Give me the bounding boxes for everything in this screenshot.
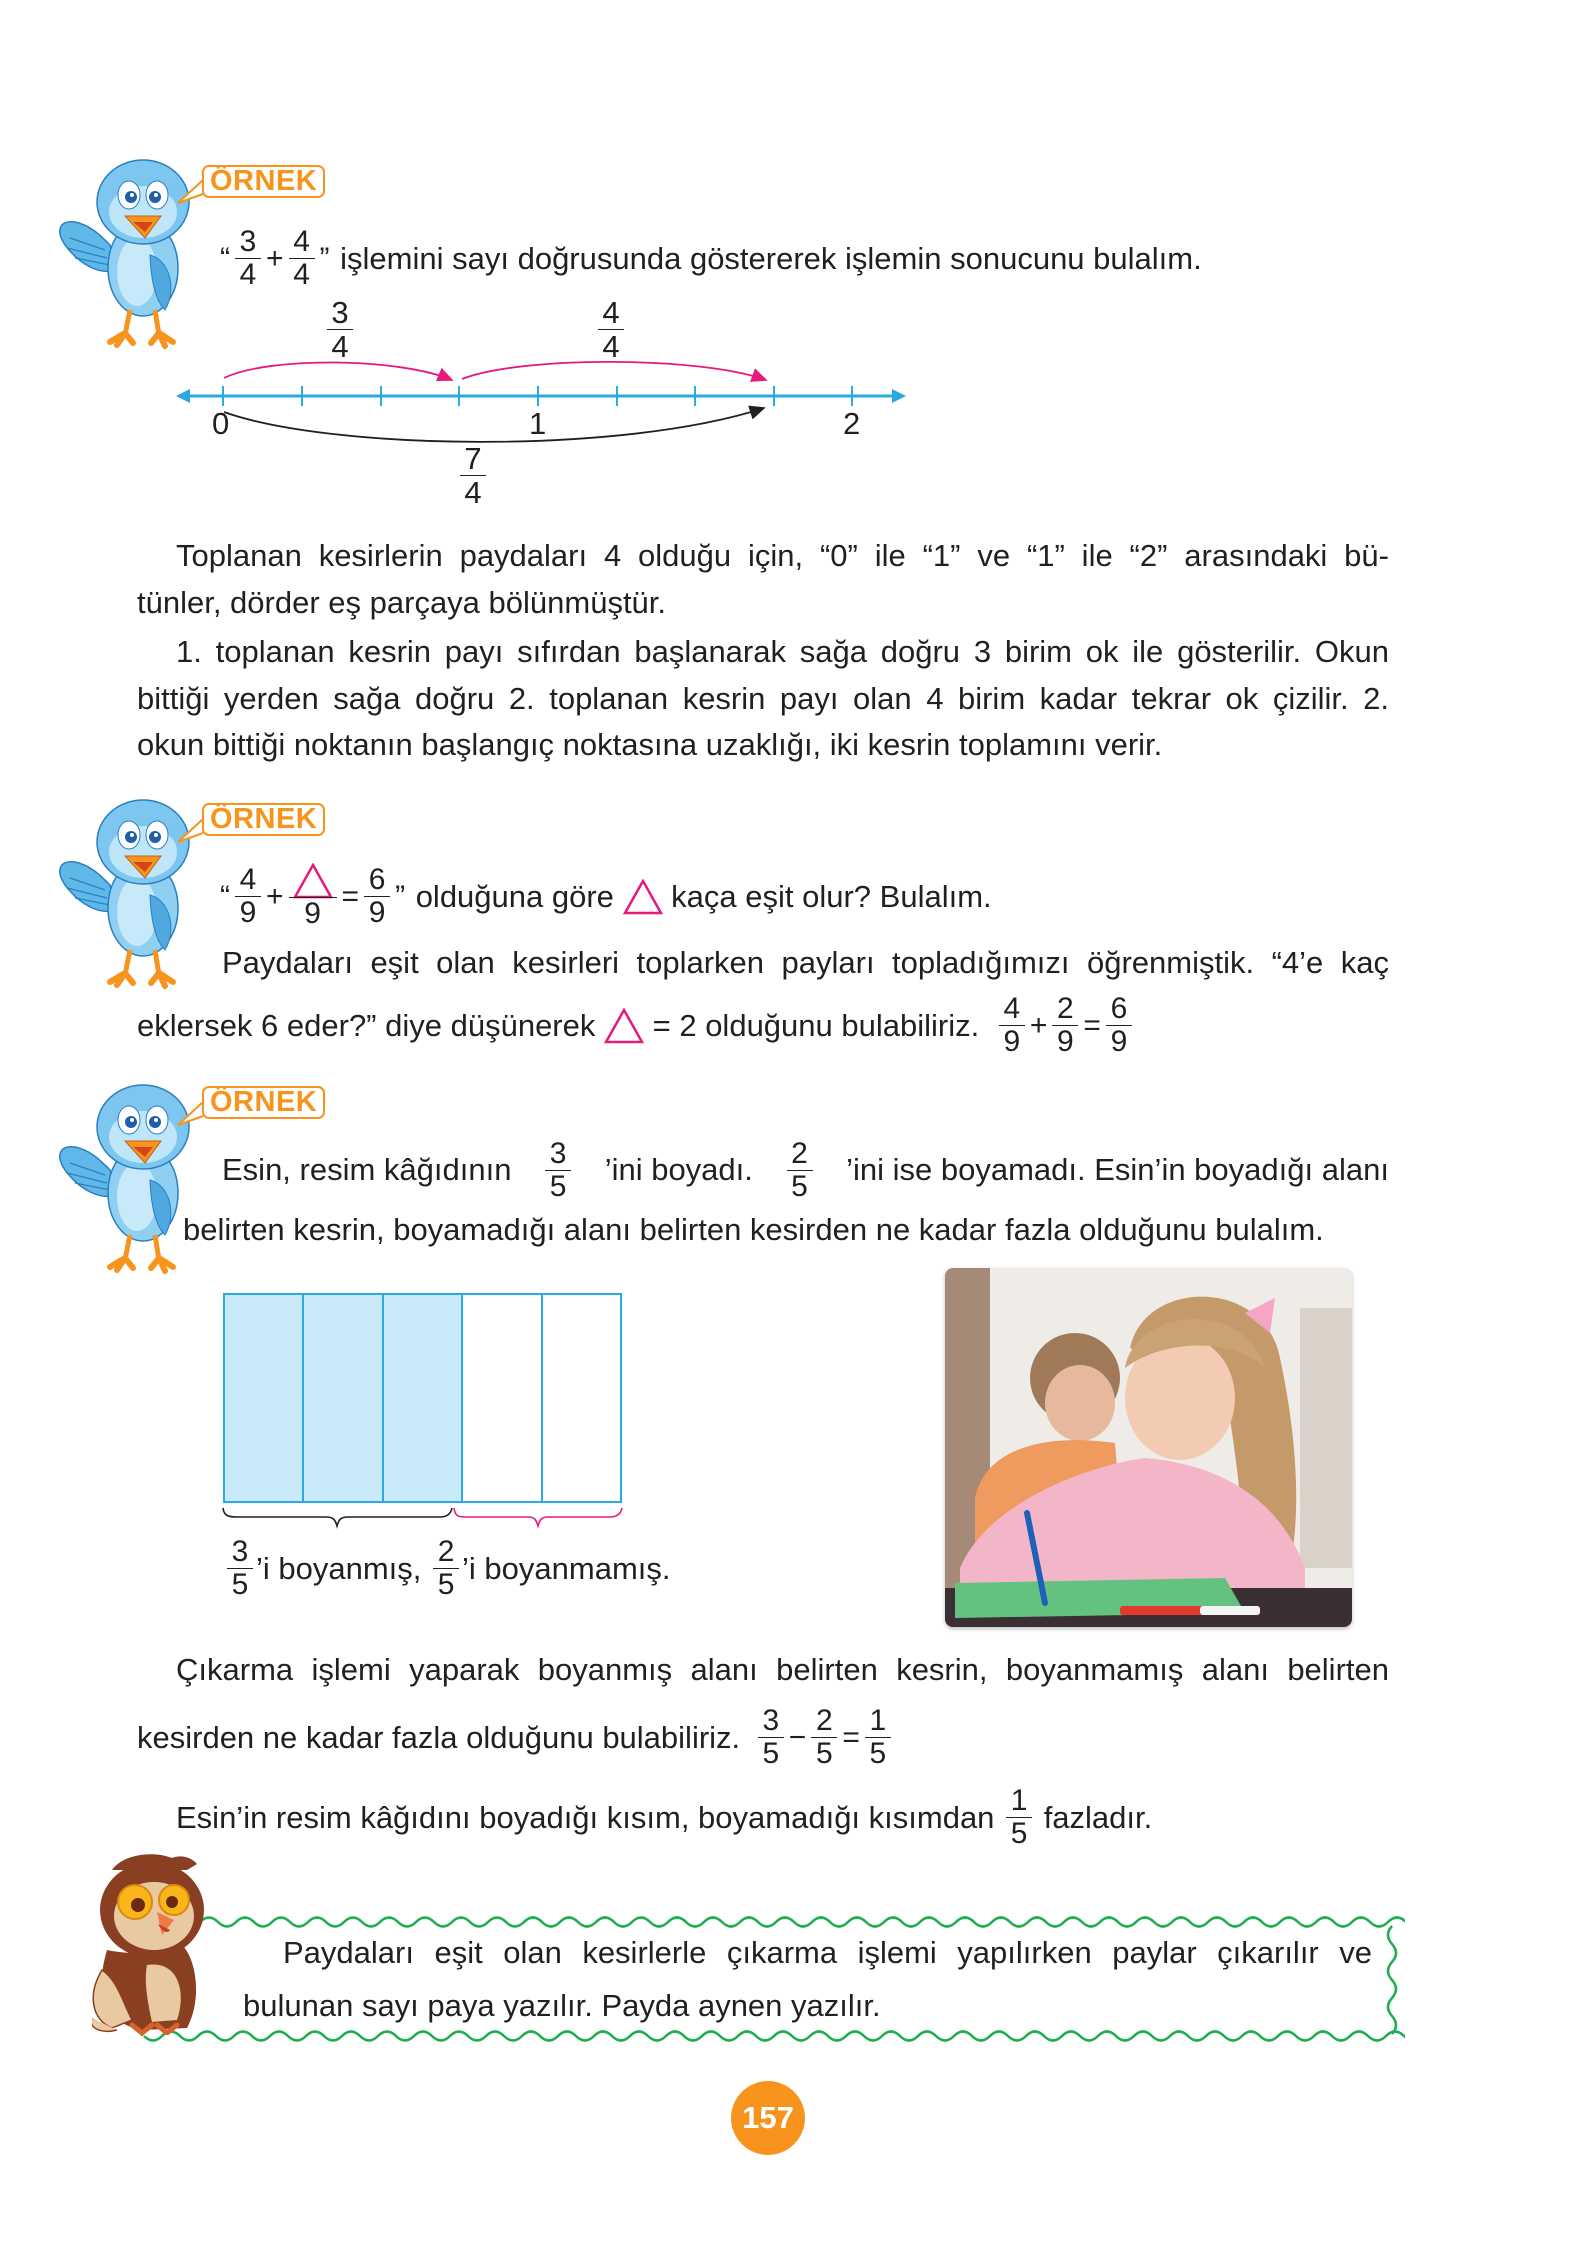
tick-label-0: 0: [212, 406, 230, 441]
numerator: 2: [791, 1136, 808, 1170]
jump-2-fraction: [598, 296, 624, 363]
denominator: 9: [1057, 1025, 1074, 1059]
numerator: 2: [437, 1535, 455, 1569]
numerator: 3: [549, 1136, 567, 1170]
fraction-4-9: [235, 864, 261, 929]
equals-sign: =: [842, 1720, 860, 1754]
jump-1-fraction: [327, 296, 353, 363]
example-badge: ÖRNEK: [202, 803, 325, 836]
triangle-icon: [623, 879, 663, 915]
explanation-line-1: Paydaları eşit olan kesirleri toplarken payları topladığımızı öğrenmiştik. “4’e kaç: [222, 945, 1389, 980]
open-quote: “: [220, 879, 230, 913]
problem-text-a: Esin, resim kâğıdının: [222, 1152, 512, 1187]
denominator: 5: [1010, 1817, 1028, 1851]
question-text-a: olduğuna göre: [415, 878, 614, 914]
denominator: 5: [791, 1169, 808, 1203]
denominator: 5: [549, 1169, 567, 1203]
paragraph-line: bittiği yerden sağa doğru 2. toplanan kesrin payı olan 4 birim kadar tekrar ok çizilir. 2.: [137, 681, 1389, 716]
denominator: 9: [1003, 1025, 1021, 1059]
bird-mascot-icon: [55, 790, 190, 990]
note-line-1: Paydaları eşit olan kesirlerle çıkarma işlemi yapılırken paylar çıkarılır ve: [283, 1935, 1372, 1970]
triangle-icon: [604, 1008, 644, 1044]
triangle-numerator: [289, 863, 337, 897]
girl-drawing-photo: [945, 1268, 1352, 1627]
painted-part: [304, 1295, 383, 1501]
fraction-1-5: [865, 1705, 891, 1770]
line-2-text-a: eklersek 6 eder?” diye düşünerek: [137, 1007, 596, 1043]
bird-mascot-icon: [55, 150, 190, 350]
denominator: 5: [869, 1737, 887, 1771]
numerator: 4: [293, 225, 310, 259]
example-2-prompt: [218, 856, 992, 936]
example-1-prompt: [218, 218, 1202, 298]
example-badge: ÖRNEK: [202, 165, 325, 198]
painted-part: [384, 1295, 463, 1501]
fraction-model: [223, 1293, 622, 1503]
equals-sign: =: [341, 879, 360, 913]
problem-text-c: ’ini ise boyamadı. Esin’in boyadığı alanı: [846, 1152, 1389, 1187]
denominator: 5: [231, 1568, 249, 1602]
open-quote: “: [220, 241, 230, 275]
numerator: 2: [815, 1704, 833, 1738]
owl-mascot-icon: [92, 1850, 212, 2035]
fraction-4-9: [999, 993, 1025, 1058]
numerator: 3: [762, 1704, 780, 1738]
model-caption: [224, 1528, 671, 1608]
question-text-b: kaça eşit olur? Bulalım.: [671, 878, 992, 914]
fraction-2-9: [1052, 993, 1078, 1058]
numerator: 1: [1010, 1784, 1028, 1818]
conclusion-line-1: Çıkarma işlemi yaparak boyanmış alanı belirten kesrin, boyanmamış alanı belirten: [176, 1652, 1389, 1687]
numerator: 7: [464, 441, 482, 476]
fraction-3-5: [758, 1705, 784, 1770]
explanation-line-2: [137, 985, 1135, 1065]
instruction-text: işlemini sayı doğrusunda göstererek işlemin sonucunu bulalım.: [340, 240, 1202, 276]
total-fraction: [460, 442, 486, 509]
paragraph-line: 1. toplanan kesrin payı sıfırdan başlanarak sağa doğru 3 birim ok ile gösterilir. Okun: [176, 634, 1389, 669]
denominator: 4: [464, 475, 482, 510]
painted-part: [225, 1295, 304, 1501]
conclusion-text: kesirden ne kadar fazla olduğunu bulabiliriz.: [137, 1719, 741, 1755]
close-quote: ”: [319, 241, 330, 275]
denominator: 9: [368, 896, 386, 930]
minus-sign: −: [788, 1720, 807, 1754]
denominator: 4: [602, 329, 620, 364]
numerator: 6: [1110, 992, 1128, 1026]
tick-label-1: 1: [529, 406, 547, 441]
fraction-2-5: [787, 1138, 813, 1203]
denominator: 5: [815, 1737, 833, 1771]
numerator: 4: [1003, 992, 1021, 1026]
denominator: 9: [1110, 1025, 1128, 1059]
denominator: 5: [762, 1737, 780, 1771]
problem-line-1: [222, 1131, 1389, 1209]
denominator: 4: [331, 329, 349, 364]
numerator: 3: [239, 225, 257, 259]
speech-tail-icon: [176, 1100, 204, 1128]
fraction-3-4: [235, 226, 261, 291]
close-quote: ”: [395, 879, 406, 913]
unpainted-part: [543, 1295, 620, 1501]
numerator: 6: [368, 863, 386, 897]
page-number-badge: 157: [731, 2081, 805, 2155]
numerator: 1: [869, 1704, 887, 1738]
denominator: 4: [293, 258, 310, 292]
problem-text-b: ’ini boyadı.: [604, 1152, 753, 1187]
fraction-3-5: [227, 1536, 253, 1601]
plus-sign: +: [266, 241, 284, 275]
paragraph-line: tünler, dörder eş parçaya bölünmüştür.: [137, 585, 667, 620]
wavy-note-border: [135, 1910, 1405, 2050]
triangle-icon: [293, 863, 333, 899]
equals-sign: =: [1083, 1008, 1101, 1042]
plus-sign: +: [1029, 1008, 1048, 1042]
denominator: 9: [304, 897, 321, 931]
example-badge: ÖRNEK: [202, 1086, 325, 1119]
photo-illustration-icon: [945, 1268, 1352, 1627]
final-text-a: Esin’in resim kâğıdını boyadığı kısım, boyamadığı kısımdan: [176, 1799, 995, 1835]
denominator: 5: [437, 1568, 455, 1602]
fraction-1-5: [1006, 1785, 1032, 1850]
caption-text-b: ’i boyanmamış.: [462, 1550, 671, 1586]
bird-mascot-icon: [55, 1075, 190, 1275]
fraction-6-9: [364, 864, 390, 929]
paragraph-line: okun bittiği noktanın başlangıç noktasına uzaklığı, iki kesrin toplamını verir.: [137, 727, 1163, 762]
plus-sign: +: [266, 879, 284, 913]
fraction-2-5: [811, 1705, 837, 1770]
problem-line-2: belirten kesrin, boyamadığı alanı belirten kesirden ne kadar fazla olduğunu bulalım.: [183, 1212, 1324, 1247]
fraction-3-5: [545, 1138, 571, 1203]
numerator: 4: [239, 863, 257, 897]
speech-tail-icon: [176, 178, 204, 206]
final-text-b: fazladır.: [1043, 1799, 1153, 1835]
numerator: 2: [1057, 992, 1074, 1026]
final-statement: [176, 1777, 1152, 1857]
conclusion-line-2: [137, 1697, 894, 1777]
unpainted-part: [463, 1295, 542, 1501]
fraction-6-9: [1106, 993, 1132, 1058]
fraction-triangle-9: [289, 863, 337, 930]
tick-label-2: 2: [843, 406, 861, 441]
numerator: 3: [231, 1535, 249, 1569]
fraction-4-4: [289, 226, 315, 291]
fraction-2-5: [433, 1536, 459, 1601]
numerator: 4: [602, 295, 620, 330]
speech-tail-icon: [176, 817, 204, 845]
numerator: 3: [331, 295, 349, 330]
note-line-2: bulunan sayı paya yazılır. Payda aynen yazılır.: [243, 1988, 881, 2023]
denominator: 9: [239, 896, 257, 930]
caption-text-a: ’i boyanmış,: [256, 1550, 422, 1586]
denominator: 4: [239, 258, 257, 292]
line-2-text-b: = 2 olduğunu bulabiliriz.: [652, 1007, 980, 1043]
paragraph-line: Toplanan kesirlerin paydaları 4 olduğu için, “0” ile “1” ve “1” ile “2” arasındaki bü-: [176, 538, 1389, 573]
